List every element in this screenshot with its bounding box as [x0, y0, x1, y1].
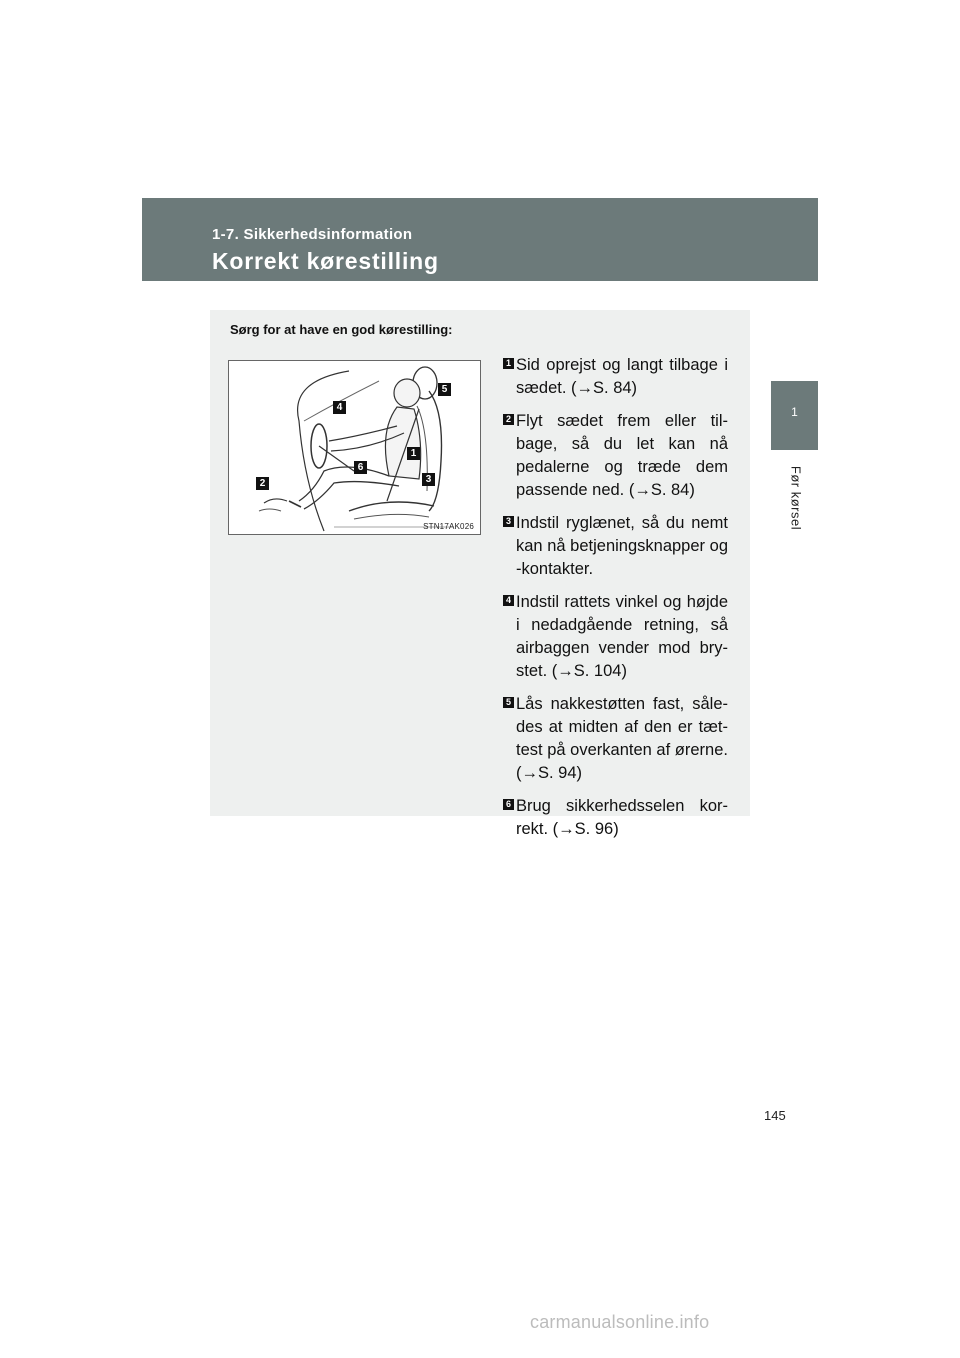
chapter-tab[interactable]: [771, 381, 818, 450]
driving-position-figure: [228, 360, 481, 535]
instruction-list: [503, 354, 728, 851]
chapter-label-text: Før kørsel: [788, 465, 804, 531]
step-number-badge: 6: [503, 799, 514, 810]
list-item: [503, 591, 728, 683]
watermark[interactable]: carmanualsonline.info: [530, 1312, 710, 1332]
chapter-label: [781, 458, 811, 538]
list-item: [503, 512, 728, 581]
figure-code: STN17AK026: [423, 522, 474, 531]
page-title: Korrekt kørestilling: [212, 248, 439, 274]
list-item: [503, 795, 728, 841]
step-text: Indstil rattets vinkel og højde i nedadgående retning, så airbaggen vender mod bry-stet. (→S. 104): [516, 593, 728, 680]
figure-callout: 3: [422, 473, 435, 486]
step-number-badge: 4: [503, 595, 514, 606]
step-number-badge: 1: [503, 358, 514, 369]
list-item: [503, 354, 728, 400]
step-number-badge: 2: [503, 414, 514, 425]
section-label: 1-7. Sikkerhedsinformation: [212, 226, 413, 243]
step-text: Lås nakkestøtten fast, såle-des at midten af den er tæt-test på overkanten af ørerne. (→S. 94): [516, 695, 728, 782]
step-text: Indstil ryglænet, så du nemt kan nå betjeningsknapper og -kontakter.: [516, 514, 728, 578]
chapter-number: 1: [791, 405, 798, 419]
step-text: Sid oprejst og langt tilbage i sædet. (→S. 84): [516, 356, 728, 397]
section-header: [142, 198, 818, 281]
step-number-badge: 3: [503, 516, 514, 527]
list-item: [503, 693, 728, 785]
step-number-badge: 5: [503, 697, 514, 708]
list-item: [503, 410, 728, 502]
step-text: Brug sikkerhedsselen kor-rekt. (→S. 96): [516, 797, 728, 838]
panel-intro: Sørg for at have en god kørestilling:: [230, 322, 453, 337]
info-panel: [210, 310, 750, 838]
step-text: Flyt sædet frem eller til-bage, så du let kan nå pedalerne og træde dem passende ned. (→S. 84): [516, 412, 728, 499]
figure-callout: 2: [256, 477, 269, 490]
figure-callout: 5: [438, 383, 451, 396]
page-number: 145: [764, 1108, 786, 1123]
figure-callout: 1: [407, 447, 420, 460]
figure-callout: 6: [354, 461, 367, 474]
figure-callout: 4: [333, 401, 346, 414]
